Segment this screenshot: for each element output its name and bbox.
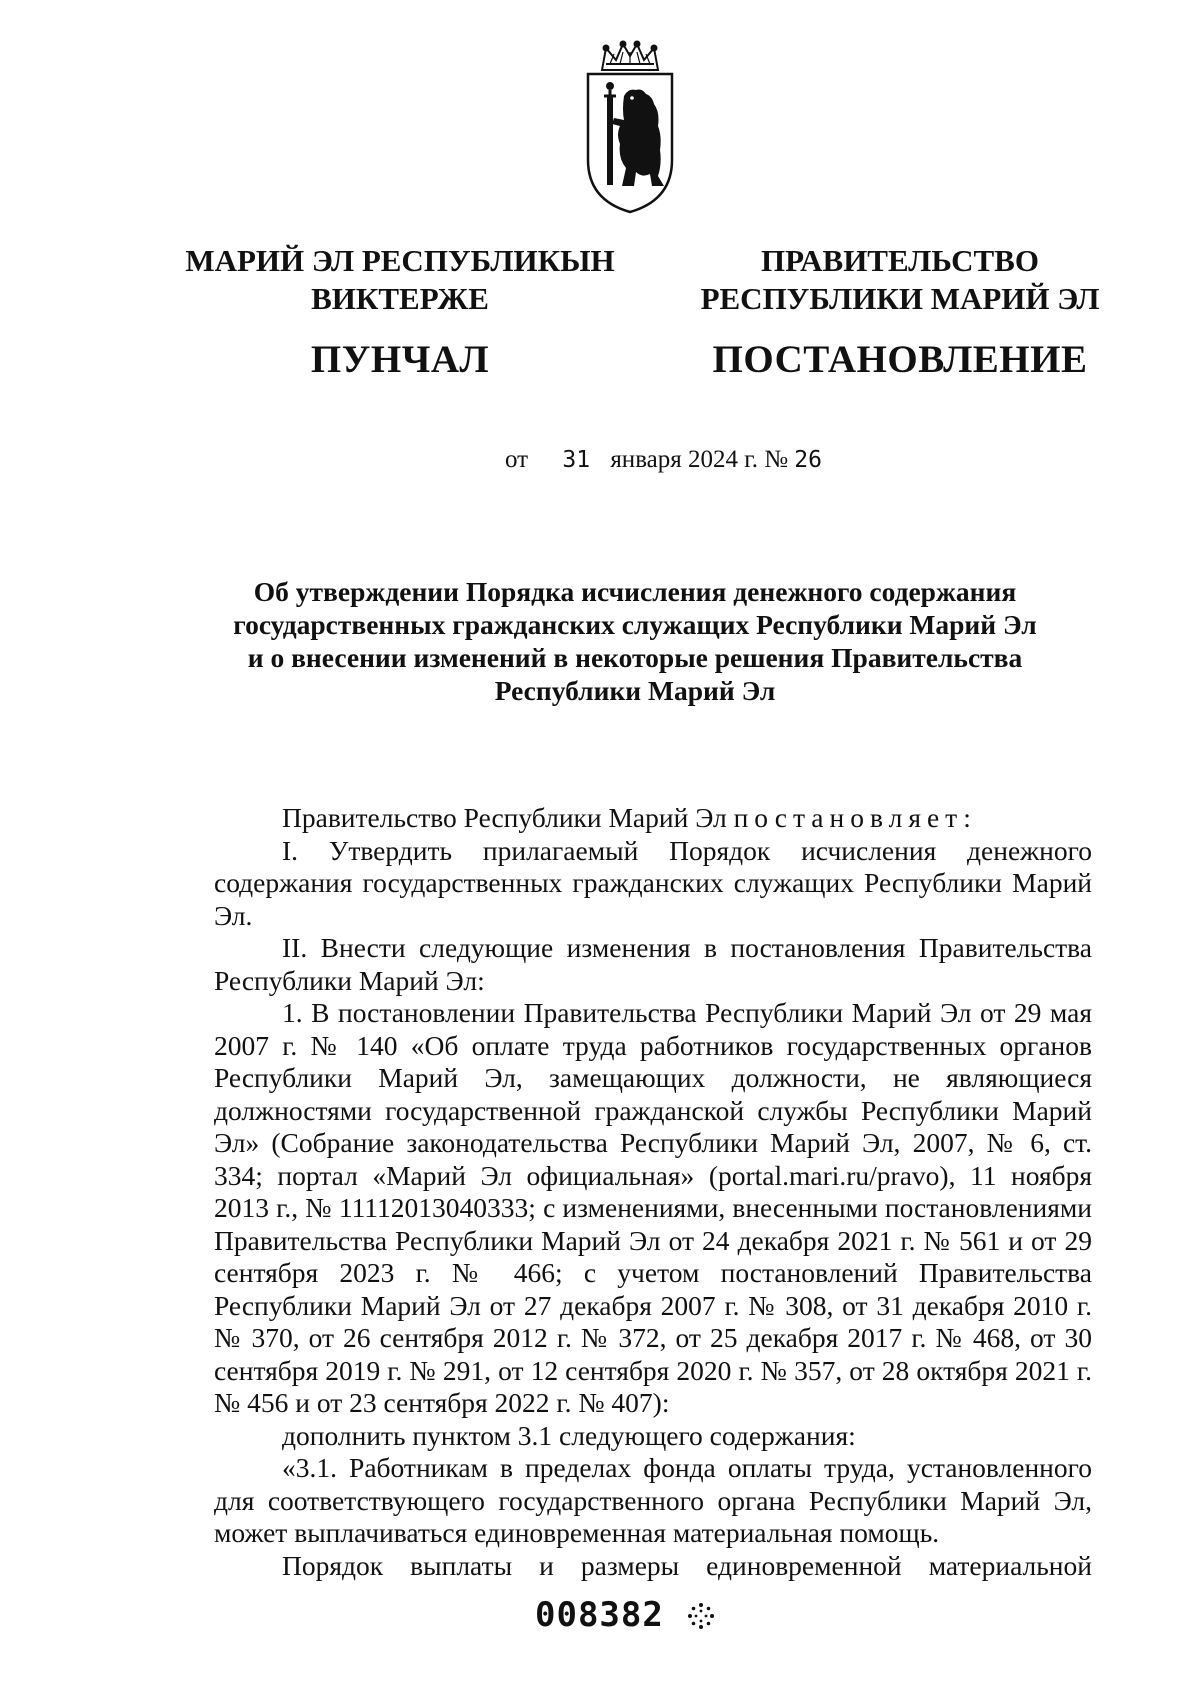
coat-of-arms-emblem bbox=[580, 40, 680, 215]
intro-paragraph bbox=[214, 802, 1092, 835]
header-russian-line2: РЕСПУБЛИКИ МАРИЙ ЭЛ bbox=[700, 281, 1100, 316]
document-number: 26 bbox=[794, 447, 822, 473]
title-line: государственных гражданских служащих Республики Марий Эл bbox=[233, 609, 1037, 640]
paragraph-2: II. Внести следующие изменения в постановления Правительства Республики Марий Эл: bbox=[214, 932, 1092, 996]
date-from: от bbox=[505, 446, 529, 473]
header-russian-doc-type: ПОСТАНОВЛЕНИЕ bbox=[712, 338, 1088, 381]
date-line bbox=[505, 446, 822, 474]
paragraph-1: I. Утвердить прилагаемый Порядок исчисления денежного содержания государственных гражданских служащих Республики Марий Эл. bbox=[214, 834, 1092, 931]
header-russian bbox=[660, 242, 1140, 382]
document-title bbox=[190, 575, 1080, 707]
intro-spaced-word: постановляет: bbox=[733, 802, 977, 833]
crown-icon bbox=[602, 42, 658, 71]
paragraph-6: Порядок выплаты и размеры единовременной материальной bbox=[282, 1549, 1092, 1581]
title-line: и о внесении изменений в некоторые решения Правительства bbox=[247, 642, 1023, 673]
paragraph-3: 1. В постановлении Правительства Республики Марий Эл от 29 мая 2007 г. № 140 «Об оплате труда работников государственных органов Республики Марий Эл, замещающих должности, не являющиеся должностями государственной гражданской службы Республики Марий Эл» (Собрание законодательства Республики Марий Эл, 2007, № 6, ст. 334; портал «Марий Эл официальная» (portal.mari.ru/pravo), 11 ноября 2013 г., № 11112013040333; с изменениями, внесенными постановлениями Правительства Республики Марий Эл от 24 декабря 2021 г. № 561 и от 29 сентября 2023 г. № 466; с учетом постановлений Правительства Республики Марий Эл от 27 декабря 2007 г. № 308, от 31 декабря 2010 г. № 370, от 26 сентября 2012 г. № 372, от 25 декабря 2017 г. № 468, от 30 сентября 2019 г. № 291, от 12 сентября 2020 г. № 357, от 28 октября 2021 г. № 456 и от 23 сентября 2022 г. № 407): bbox=[214, 997, 1092, 1418]
paragraph-4: дополнить пунктом 3.1 следующего содержания: bbox=[282, 1419, 856, 1451]
serial-number: 008382 bbox=[535, 1595, 664, 1635]
title-line: Республики Марий Эл bbox=[494, 675, 776, 706]
header-mari-line2: ВИКТЕРЖЕ bbox=[311, 281, 489, 316]
header-russian-line1: ПРАВИТЕЛЬСТВО bbox=[761, 243, 1039, 278]
header-mari-doc-type: ПУНЧАЛ bbox=[310, 338, 490, 381]
intro-text: Правительство Республики Марий Эл bbox=[282, 802, 734, 833]
date-day: 31 bbox=[562, 447, 591, 473]
paragraph-5: «3.1. Работникам в пределах фонда оплаты труда, установленного для соответствующего государственного органа Республики Марий Эл, может выплачиваться единовременная материальная помощь. bbox=[214, 1452, 1092, 1548]
date-month-year: января 2024 г. № bbox=[610, 446, 789, 473]
document-body bbox=[214, 802, 1092, 1582]
header-mari bbox=[160, 242, 640, 382]
header-mari-line1: МАРИЙ ЭЛ РЕСПУБЛИКЫН bbox=[185, 243, 615, 278]
title-line: Об утверждении Порядка исчисления денежного содержания bbox=[253, 576, 1017, 607]
asterisk-mark-icon bbox=[685, 1600, 717, 1632]
